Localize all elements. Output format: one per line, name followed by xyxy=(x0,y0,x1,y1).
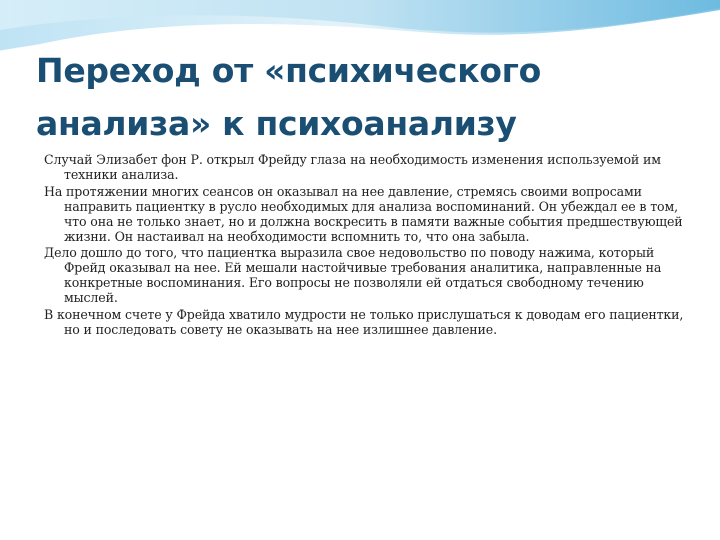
slide-body xyxy=(44,153,694,340)
slide-title xyxy=(36,44,696,150)
paragraph-3: Дело дошло до того, что пациентка выразила свое недовольство по поводу нажима, который Фрейд оказывал на нее. Ей мешали настойчивые требования аналитика, направленные на конкретные воспоминания. Его вопросы не позволяли ей отдаться свободному течению мыслей. xyxy=(44,245,662,306)
paragraph-4: В конечном счете у Фрейда хватило мудрости не только прислушаться к доводам его пациентки, но и последовать совету не оказывать на нее излишнее давление. xyxy=(44,307,684,337)
paragraph-2: На протяжении многих сеансов он оказывал на нее давление, стремясь своими вопросами направить пациентку в русло необходимых для анализа воспоминаний. Он убеждал ее в том, что она не только знает, но и должна воскресить в памяти важные события предшествующей жизни. Он настаивал на необходимости вспомнить то, что она забыла. xyxy=(44,183,683,244)
slide-title-line-1: Переход от «психического xyxy=(36,51,541,90)
paragraph-1: Случай Элизабет фон Р. открыл Фрейду глаза на необходимость изменения используемой им техники анализа. xyxy=(44,152,661,182)
slide-title-line-2: анализа» к психоанализу xyxy=(36,104,517,143)
